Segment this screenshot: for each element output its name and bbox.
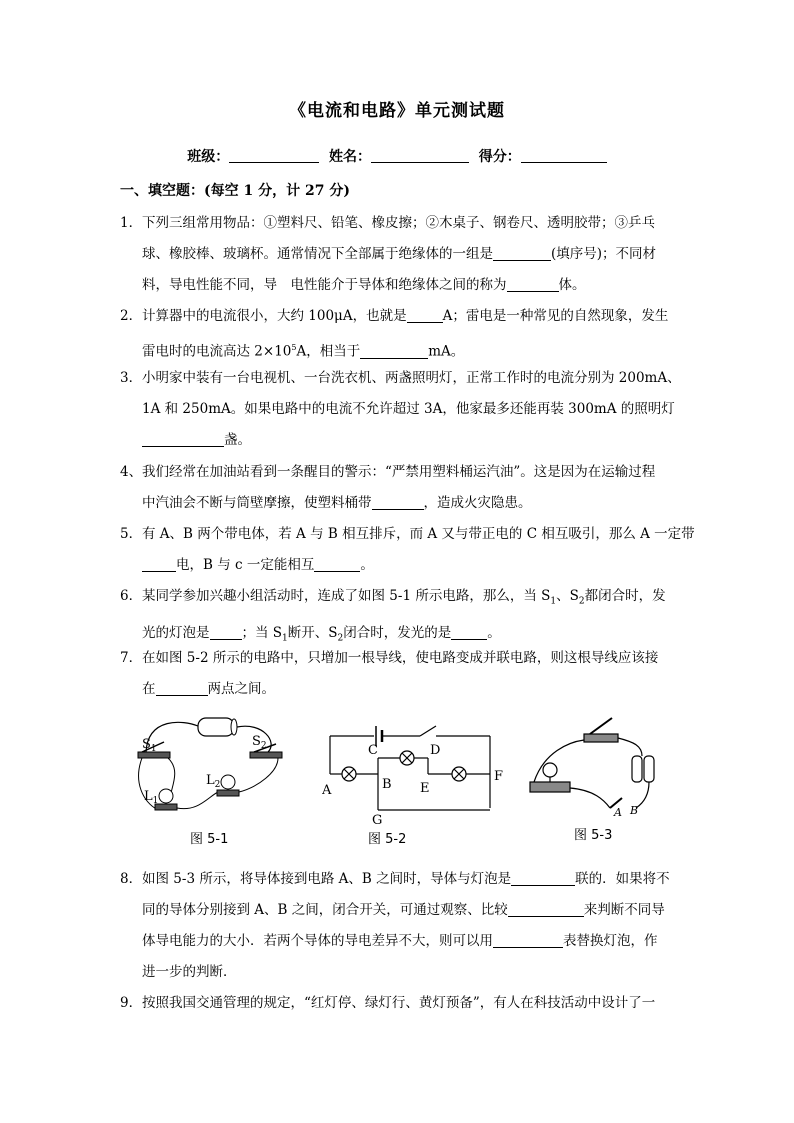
label-d: D (430, 743, 441, 758)
section-heading-fill-in: 一、填空题：(每空 1 分，计 27 分) (120, 183, 350, 199)
question-text: 联的．如果将不 (575, 871, 670, 887)
question-7 (120, 643, 680, 705)
score-field[interactable] (521, 148, 607, 163)
figure-5-2-circuit-diagram (322, 718, 512, 828)
question-text: 、S (556, 588, 579, 604)
question-2 (120, 301, 680, 368)
answer-blank[interactable] (493, 933, 563, 948)
student-info-line (0, 146, 794, 166)
question-text: 在 (142, 681, 156, 697)
question-text: 球、橡胶棒、玻璃杯。通常情况下全部属于绝缘体的一组是 (142, 246, 493, 262)
figure-5-3-caption: 图 5-3 (574, 828, 613, 843)
question-8 (120, 864, 680, 988)
question-4 (120, 457, 680, 519)
question-text: 都闭合时，发 (584, 588, 666, 604)
question-text: 盏。 (224, 432, 251, 448)
answer-blank[interactable] (156, 681, 208, 696)
label-l2: $L_2$ (206, 773, 221, 790)
figure-5-2-caption: 图 5-2 (368, 832, 407, 847)
question-text: ；当 S (241, 624, 283, 641)
question-text: 断开、S (287, 624, 338, 641)
label-c: C (368, 743, 378, 758)
question-text: 计算器中的电流很小，大约 100μA，也就是 (142, 308, 407, 324)
name-field[interactable] (371, 148, 469, 163)
question-number: 2． (120, 308, 143, 324)
label-b: B (382, 777, 392, 792)
question-text: 料，导电性能不同，导 电性能介于导体和绝缘体之间的称为 (142, 277, 507, 293)
answer-blank[interactable] (493, 246, 551, 261)
label-l1: $L_1$ (144, 789, 159, 806)
question-text: A，相当于 (296, 343, 361, 360)
subscript: 1 (550, 596, 557, 607)
question-number: 6． (120, 588, 143, 604)
question-text: mA。 (428, 343, 465, 360)
answer-blank[interactable] (142, 557, 176, 572)
question-number: 4、 (120, 464, 143, 480)
question-text: 光的灯泡是 (142, 624, 210, 641)
question-text: 表替换灯泡，作 (563, 933, 658, 949)
question-text: 下列三组常用物品：①塑料尺、铅笔、橡皮擦；②木桌子、钢卷尺、透明胶带；③乒乓 (142, 215, 655, 231)
class-label: 班级： (187, 149, 230, 165)
answer-blank[interactable] (508, 902, 584, 917)
question-text: 雷电时的电流高达 2×10 (142, 343, 292, 360)
question-9 (120, 988, 680, 1019)
question-text: 同的导体分别接到 A、B 之间，闭合开关，可通过观察、比较 (142, 902, 508, 918)
question-text: (填序号)；不同材 (551, 246, 657, 262)
question-text: 体导电能力的大小．若两个导体的导电差异不大，则可以用 (142, 933, 493, 949)
question-text: 电，B 与 c 一定能相互 (176, 557, 315, 573)
label-e: E (420, 781, 430, 796)
label-s2: $S_2$ (252, 734, 267, 751)
figure-5-1-circuit-drawing (128, 712, 298, 822)
question-number: 1． (120, 215, 143, 231)
question-number: 7． (120, 650, 143, 666)
answer-blank[interactable] (451, 625, 487, 640)
question-5 (120, 519, 695, 581)
question-text: 体。 (558, 277, 586, 293)
question-text: 有 A、B 两个带电体，若 A 与 B 相互排斥，而 A 又与带正电的 C 相互吸引，那么 A 一定带 (142, 526, 695, 542)
question-text: 小明家中装有一台电视机、一台洗衣机、两盏照明灯，正常工作时的电流分别为 200mA、 (142, 370, 681, 386)
question-text: ，造成火灾隐患。 (423, 495, 532, 511)
subscript: 2 (337, 633, 344, 644)
question-text: A；雷电是一种常见的自然现象，发生 (442, 308, 669, 324)
question-text: 1A 和 250mA。如果电路中的电流不允许超过 3A，他家最多还能再装 300mA 的照明灯 (142, 401, 675, 417)
question-number: 9． (120, 995, 143, 1011)
label-g: G (372, 813, 383, 828)
answer-blank[interactable] (142, 432, 224, 447)
answer-blank[interactable] (314, 557, 360, 572)
question-text: 来判断不同导 (583, 902, 665, 918)
question-text: 如图 5-3 所示，将导体接到电路 A、B 之间时，导体与灯泡是 (142, 871, 512, 887)
question-number: 3． (120, 370, 143, 386)
question-text: 。 (360, 557, 374, 573)
exponent: 5 (291, 343, 297, 352)
label-b: B (630, 804, 639, 817)
question-text: 我们经常在加油站看到一条醒目的警示：“严禁用塑料桶运汽油”。这是因为在运输过程 (142, 464, 656, 480)
label-f: F (494, 769, 504, 784)
question-1 (120, 208, 680, 301)
page-title: 《电流和电路》单元测试题 (289, 101, 505, 121)
answer-blank[interactable] (511, 871, 575, 886)
answer-blank[interactable] (507, 277, 559, 292)
figure-5-1-caption: 图 5-1 (190, 832, 229, 847)
question-number: 5． (120, 526, 143, 542)
question-text: 。 (487, 624, 501, 641)
score-label: 得分： (478, 149, 521, 165)
figure-5-3-circuit-drawing (524, 712, 684, 822)
subscript: 1 (282, 633, 288, 644)
label-a: A (322, 783, 332, 798)
label-s1: $S_1$ (142, 737, 157, 754)
question-text: 闭合时，发光的是 (343, 624, 452, 641)
answer-blank[interactable] (210, 625, 242, 640)
class-field[interactable] (229, 148, 319, 163)
question-text: 两点之间。 (207, 681, 275, 697)
question-number: 8． (120, 871, 143, 887)
question-text: 某同学参加兴趣小组活动时，连成了如图 5-1 所示电路，那么，当 S (142, 588, 551, 604)
question-text: 按照我国交通管理的规定，“红灯停、绿灯行、黄灯预备”，有人在科技活动中设计了一 (142, 995, 656, 1011)
subscript: 2 (578, 596, 585, 607)
answer-blank[interactable] (372, 495, 424, 510)
figures-row (128, 712, 688, 852)
question-3 (120, 363, 680, 456)
answer-blank[interactable] (360, 344, 428, 359)
question-text: 进一步的判断． (142, 964, 237, 980)
answer-blank[interactable] (407, 308, 443, 323)
name-label: 姓名： (329, 149, 371, 165)
question-text: 在如图 5-2 所示的电路中，只增加一根导线，使电路变成并联电路，则这根导线应该接 (142, 650, 659, 666)
question-text: 中汽油会不断与筒壁摩擦，使塑料桶带 (142, 495, 372, 511)
label-a: A (614, 806, 622, 819)
